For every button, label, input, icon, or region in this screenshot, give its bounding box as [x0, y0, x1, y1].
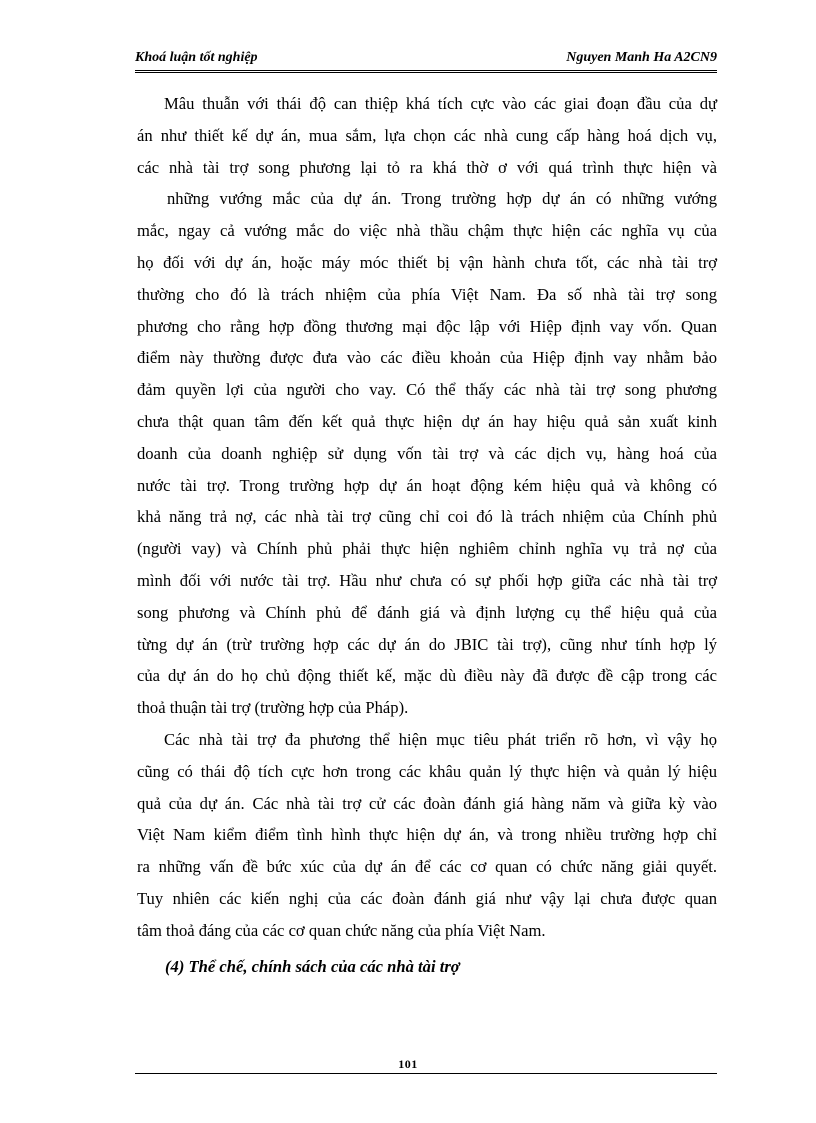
- body-line: chưa thật quan tâm đến kết quả thực hiện dự án hay hiệu quả sản xuất kinh: [137, 411, 717, 431]
- body-line: khả năng trả nợ, các nhà tài trợ cũng chỉ coi đó là trách nhiệm của Chính phủ: [137, 507, 717, 527]
- body-line: họ đối với dự án, hoặc máy móc thiết bị vận hành chưa tốt, các nhà tài trợ: [137, 252, 717, 272]
- header-author: Nguyen Manh Ha A2CN9: [566, 50, 717, 65]
- body-line: đảm quyền lợi của người cho vay. Có thể thấy các nhà tài trợ song phương: [137, 380, 717, 400]
- page-header: [135, 50, 717, 68]
- body-line: những vướng mắc của dự án. Trong trường hợp dự án có những vướng: [167, 189, 717, 209]
- body-line: từng dự án (trừ trường hợp các dự án do JBIC tài trợ), cũng như tính hợp lý: [137, 634, 717, 654]
- body-line: nước tài trợ. Trong trường hợp dự án hoạt động kém hiệu quả và không có: [137, 475, 717, 495]
- body-line: các nhà tài trợ song phương lại tỏ ra khá thờ ơ với quá trình thực hiện và: [137, 157, 717, 177]
- header-divider: [135, 70, 717, 73]
- footer-divider: [135, 1073, 717, 1074]
- body-line: cũng có thái độ tích cực hơn trong các khâu quản lý thực hiện và quản lý hiệu: [137, 761, 717, 781]
- body-line: Việt Nam kiểm điểm tình hình thực hiện dự án, và trong nhiều trường hợp chỉ: [137, 825, 717, 845]
- body-line: Mâu thuẫn với thái độ can thiệp khá tích cực vào các giai đoạn đầu của dự: [164, 94, 717, 113]
- body-line: thoả thuận tài trợ (trường hợp của Pháp).: [137, 698, 409, 718]
- body-line: mắc, ngay cả vướng mắc do việc nhà thầu chậm thực hiện các nghĩa vụ của: [137, 221, 717, 241]
- body-line: quả của dự án. Các nhà tài trợ cử các đoàn đánh giá hàng năm và giữa kỳ vào: [137, 793, 717, 813]
- page-number: 101: [398, 1057, 418, 1071]
- body-line: mình đối với nước tài trợ. Hầu như chưa có sự phối hợp giữa các nhà tài trợ: [137, 570, 717, 590]
- body-text: [137, 88, 717, 947]
- body-line: ra những vấn đề bức xúc của dự án để các cơ quan có chức năng giải quyết.: [137, 857, 717, 877]
- body-line: doanh của doanh nghiệp sử dụng vốn tài trợ và các dịch vụ, hàng hoá của: [137, 443, 717, 463]
- section-heading: (4) Thể chế, chính sách của các nhà tài trợ: [165, 957, 460, 976]
- body-line: (người vay) và Chính phủ phải thực hiện nghiêm chỉnh nghĩa vụ trả nợ của: [137, 539, 717, 559]
- body-line: Các nhà tài trợ đa phương thể hiện mục tiêu phát triển rõ hơn, vì vậy họ: [164, 729, 717, 749]
- body-line: thường cho đó là trách nhiệm của phía Việt Nam. Đa số nhà tài trợ song: [137, 284, 717, 304]
- header-thesis-title: Khoá luận tốt nghiệp: [135, 50, 258, 65]
- body-line: Tuy nhiên các kiến nghị của các đoàn đánh giá như vậy lại chưa được quan: [137, 888, 717, 908]
- body-line: án như thiết kế dự án, mua sắm, lựa chọn các nhà cung cấp hàng hoá dịch vụ,: [137, 125, 717, 145]
- body-line: của dự án do họ chủ động thiết kế, mặc dù điều này đã được đề cập trong các: [137, 666, 717, 686]
- body-line: tâm thoả đáng của các cơ quan chức năng của phía Việt Nam.: [137, 920, 546, 940]
- body-line: phương cho rằng hợp đồng thương mại độc lập với Hiệp định vay vốn. Quan: [137, 316, 717, 336]
- body-line: song phương và Chính phủ để đánh giá và định lượng cụ thể hiệu quả của: [137, 602, 717, 622]
- body-line: điểm này thường được đưa vào các điều khoản của Hiệp định vay nhằm bảo: [137, 348, 717, 368]
